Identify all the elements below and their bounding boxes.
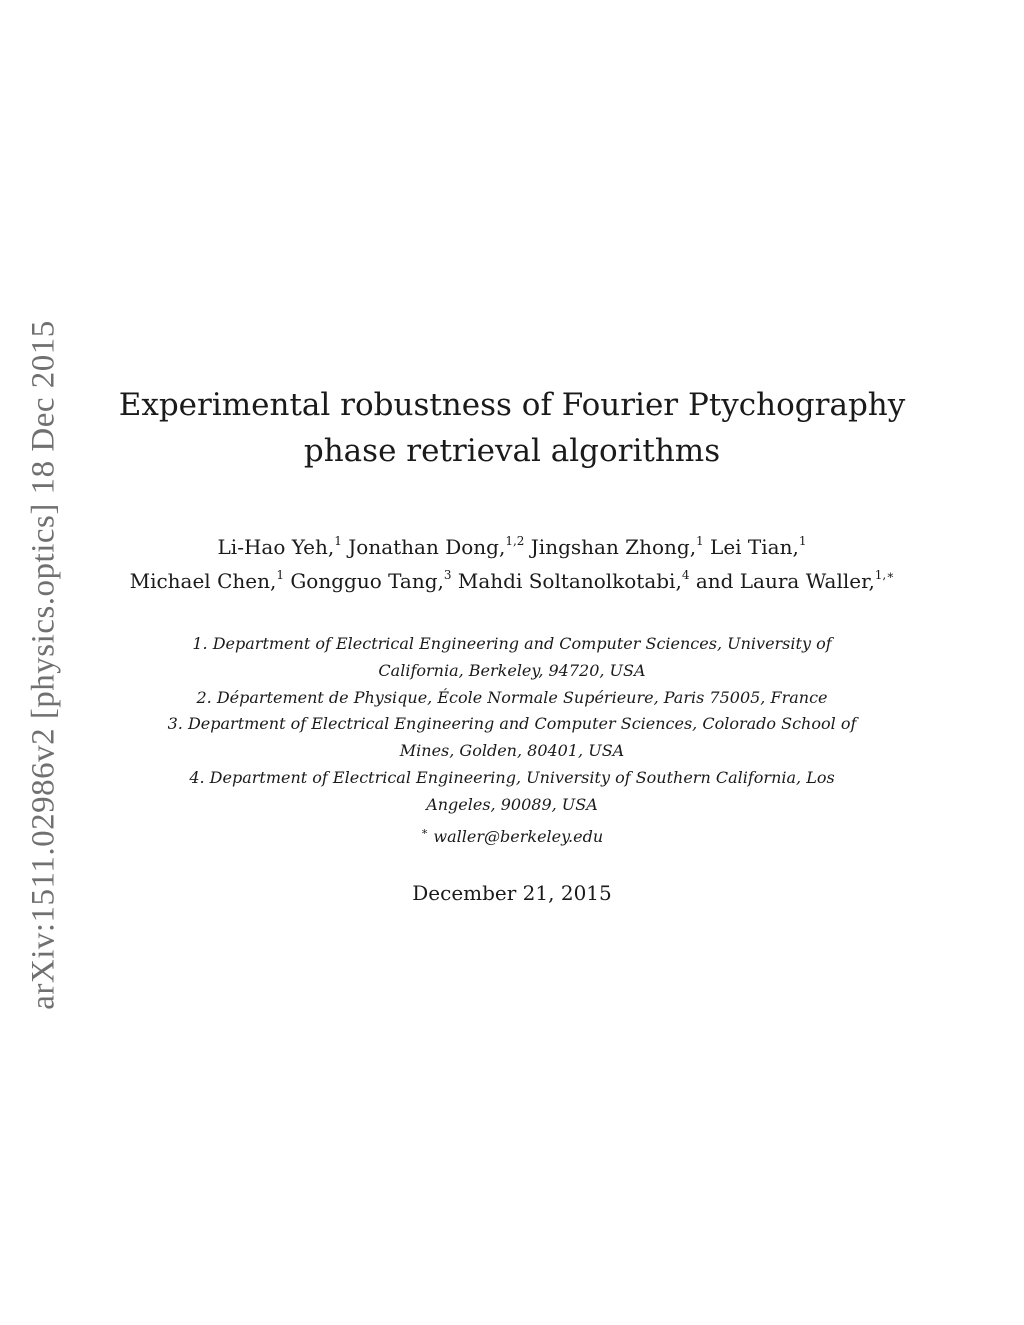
author-name: Li-Hao Yeh, <box>217 535 335 559</box>
author-name: Gongguo Tang, <box>290 569 444 593</box>
affiliation-line: 1. Department of Electrical Engineering and Computer Sciences, University of <box>192 634 832 653</box>
affiliation-line: 2. Département de Physique, École Normale Supérieure, Paris 75005, France <box>196 687 828 707</box>
author-name: Michael Chen, <box>129 569 277 593</box>
title-line-1: Experimental robustness of Fourier Ptychography <box>118 387 906 423</box>
author-affiliation-mark: 1 <box>276 568 284 582</box>
author-line-1 <box>0 530 1024 564</box>
author-affiliation-mark: 1,∗ <box>874 568 895 582</box>
affiliation-line: Angeles, 90089, USA <box>426 794 598 814</box>
author-affiliation-mark: 3 <box>443 568 452 582</box>
author-name: Mahdi Soltanolkotabi, <box>457 569 682 593</box>
affiliation-line: Mines, Golden, 80401, USA <box>399 741 625 761</box>
author-affiliation-mark: 4 <box>681 568 690 582</box>
author-name: Jingshan Zhong, <box>530 535 697 559</box>
title-line-2: phase retrieval algorithms <box>303 433 721 469</box>
author-affiliation-mark: 1 <box>334 534 342 548</box>
author-affiliation-mark: 1 <box>696 534 704 548</box>
affiliation-line: 3. Department of Electrical Engineering and Computer Sciences, Colorado School of <box>167 714 857 734</box>
paper-title <box>0 382 1024 474</box>
email-address: waller@berkeley.edu <box>433 827 604 846</box>
author-affiliation-mark: 1,2 <box>505 534 525 548</box>
affiliation-line: California, Berkeley, 94720, USA <box>378 660 646 680</box>
author-name: Jonathan Dong, <box>348 535 506 559</box>
author-line-2 <box>0 564 1024 598</box>
author-name: Lei Tian, <box>710 535 799 559</box>
author-list <box>0 530 1024 598</box>
paper-date: December 21, 2015 <box>412 881 612 905</box>
arxiv-identifier: arXiv:1511.02986v2 [physics.optics] 18 Dec 2015 <box>25 320 62 1010</box>
author-name: and Laura Waller, <box>695 569 875 593</box>
corresponding-email <box>0 824 1024 850</box>
affiliation-list <box>0 631 1024 819</box>
affiliation-line: 4. Department of Electrical Engineering, University of Southern California, Los <box>189 767 835 787</box>
author-affiliation-mark: 1 <box>798 534 807 548</box>
corresponding-mark: ∗ <box>420 825 429 838</box>
